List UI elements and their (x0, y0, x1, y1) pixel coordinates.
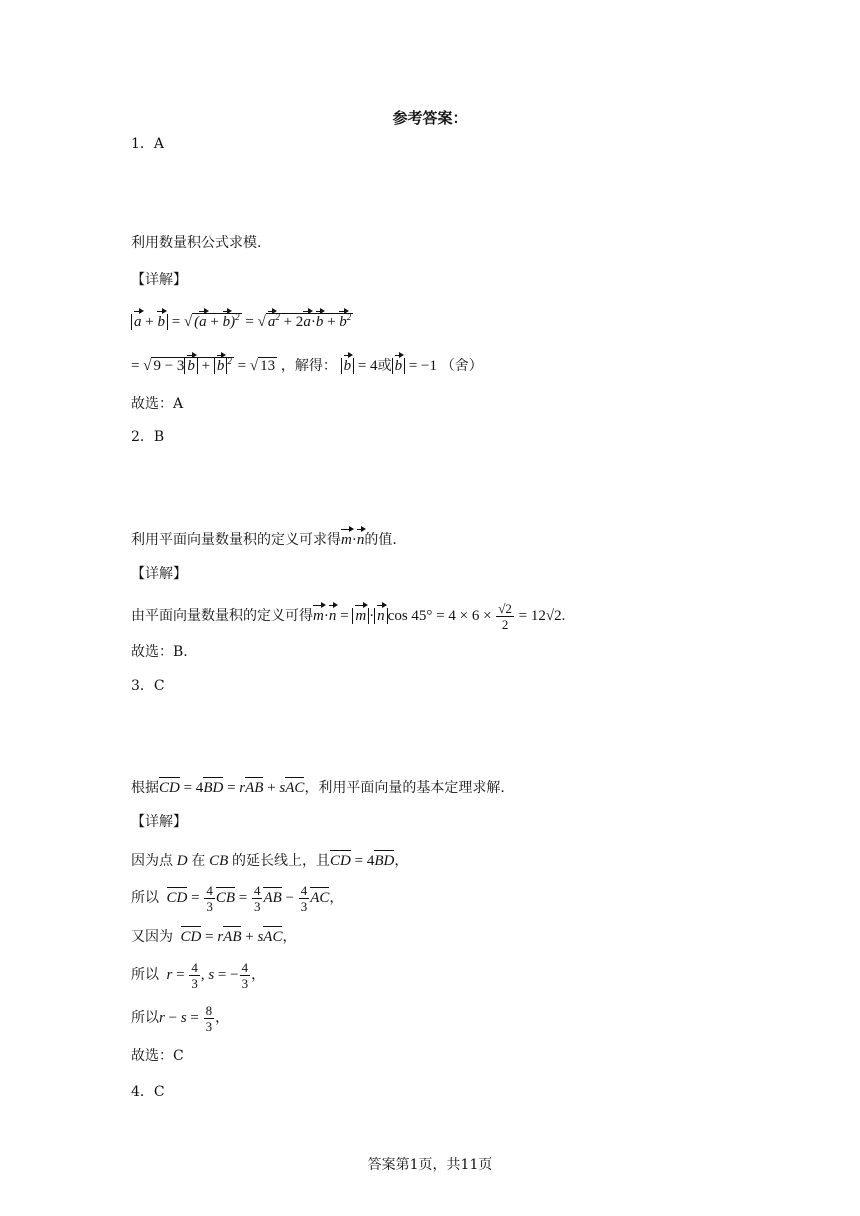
q2-analysis: 利用平面向量数量积的定义可求得m·n的值. (131, 527, 397, 550)
q2-analysis-prefix: 利用平面向量数量积的定义可求得 (131, 532, 341, 548)
q3-line-1: 因为点 D 在 CB 的延长线上，且CD = 4BD， (131, 848, 408, 871)
q2-analysis-suffix: 的值. (364, 532, 397, 548)
q1-analysis: 利用数量积公式求模. (131, 235, 262, 251)
q1-formula-2: = √ 9 − 3 b + b $^2$ = √ 13 ，解得： b = 4或 b = −1 （舍） (131, 351, 483, 376)
q3-line-4: 所以 r = $\frac{4}{3}$ , s = − $\frac{4}{3}$ ， (131, 960, 266, 991)
q3-number: 3．C (131, 678, 165, 694)
q2-number: 2．B (131, 429, 165, 445)
page-title: 参考答案： (392, 109, 468, 127)
q1-number: 1．A (131, 136, 165, 152)
q3-analysis-prefix: 根据 (131, 780, 159, 796)
q1-solve-label: ，解得： (280, 358, 337, 374)
q4-number: 4．C (131, 1084, 165, 1100)
q1-or-text: 或 (377, 358, 392, 374)
q3-line-3: 又因为 CD = rAB + sAC， (131, 924, 296, 947)
q3-analysis: 根据CD = 4BD = rAB + sAC，利用平面向量的基本定理求解. (131, 775, 505, 798)
q1-detail-label: 【详解】 (131, 272, 187, 288)
q2-choice: 故选：B. (131, 644, 188, 660)
q3-choice: 故选：C (131, 1048, 184, 1064)
q1-choice: 故选：A (131, 396, 184, 412)
q1-formula-1: a + b = √ $(a + b)^2$ = √ $a^2 + 2a\cdot b + b^2$ (131, 307, 353, 332)
q3-analysis-suffix: ，利用平面向量的基本定理求解. (304, 780, 505, 796)
q1-discard-text: （舍） (440, 358, 483, 374)
q2-detail-label: 【详解】 (131, 566, 187, 582)
q3-detail-label: 【详解】 (131, 814, 187, 830)
q3-line-5: 所以r − s = $\frac{8}{3}$ ， (131, 1003, 230, 1034)
page-footer: 答案第1页，共11页 (367, 1157, 493, 1173)
q3-line-2: 所以 CD = $\frac{4}{3}$ CB = $\frac{4}{3}$ AB − $\frac{4}{3}$ AC， (131, 883, 344, 914)
q2-detail: 由平面向量数量积的定义可得m·n = m · n cos 45° = 4 × 6 × $\frac{√2}{2}$ = 12√2. (131, 601, 566, 632)
q2-detail-prefix: 由平面向量数量积的定义可得 (131, 607, 313, 624)
